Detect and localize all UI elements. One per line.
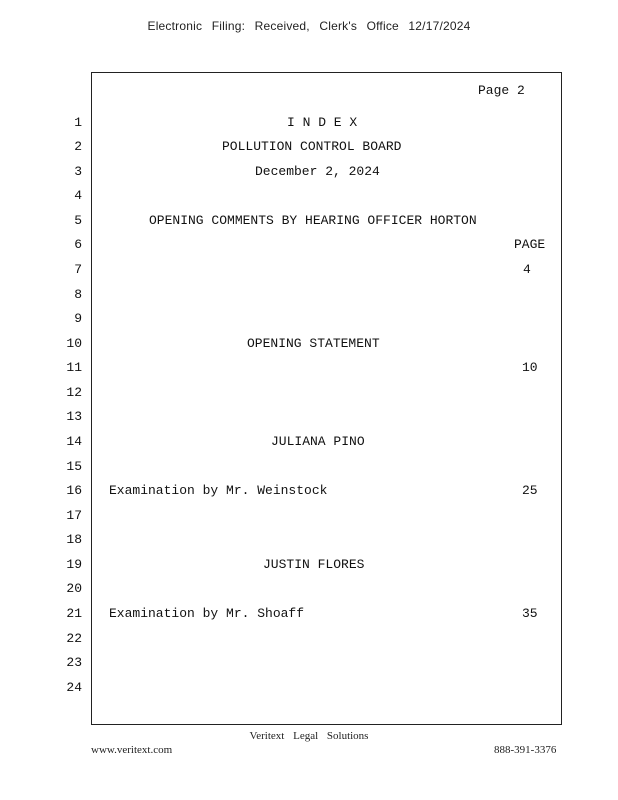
line-number: 11 [66,360,82,375]
witness-name: JUSTIN FLORES [263,557,365,572]
line-number: 13 [66,409,82,424]
line-number: 12 [66,385,82,400]
footer-website: www.veritext.com [91,744,173,756]
opening-comments-heading: OPENING COMMENTS BY HEARING OFFICER HORTON [149,213,477,228]
page-number-label: Page 2 [478,83,525,98]
line-number: 5 [74,213,82,228]
hearing-date: December 2, 2024 [255,164,380,179]
footer-phone: 888-391-3376 [494,744,557,756]
line-number: 1 [74,115,82,130]
page-reference: 25 [522,483,538,498]
line-number: 4 [74,188,82,203]
examination-entry: Examination by Mr. Shoaff [109,606,305,621]
line-number: 9 [74,311,82,326]
line-number: 10 [66,336,82,351]
line-number: 14 [66,434,82,449]
line-number: 19 [66,557,82,572]
line-number: 3 [74,164,82,179]
line-number: 7 [74,262,82,277]
line-number: 15 [66,459,82,474]
board-name: POLLUTION CONTROL BOARD [222,139,402,154]
line-number: 20 [66,581,82,596]
line-number: 18 [66,532,82,547]
line-number: 21 [66,606,82,621]
witness-name: JULIANA PINO [271,434,365,449]
line-number: 16 [66,483,82,498]
page-column-heading: PAGE [514,237,546,252]
line-number: 23 [66,655,82,670]
line-number: 22 [66,631,82,646]
line-number: 6 [74,237,82,252]
footer-company: Veritext Legal Solutions [249,730,369,742]
page-reference: 35 [522,606,538,621]
page-reference: 10 [522,360,538,375]
line-number: 17 [66,508,82,523]
electronic-filing-stamp: Electronic Filing: Received, Clerk's Office 12/17/2024 [147,19,471,33]
page-reference: 4 [523,262,531,277]
index-title: I N D E X [287,115,358,130]
examination-entry: Examination by Mr. Weinstock [109,483,328,498]
opening-statement-heading: OPENING STATEMENT [247,336,380,351]
line-number: 8 [74,287,82,302]
line-number: 2 [74,139,82,154]
line-number: 24 [66,680,82,695]
